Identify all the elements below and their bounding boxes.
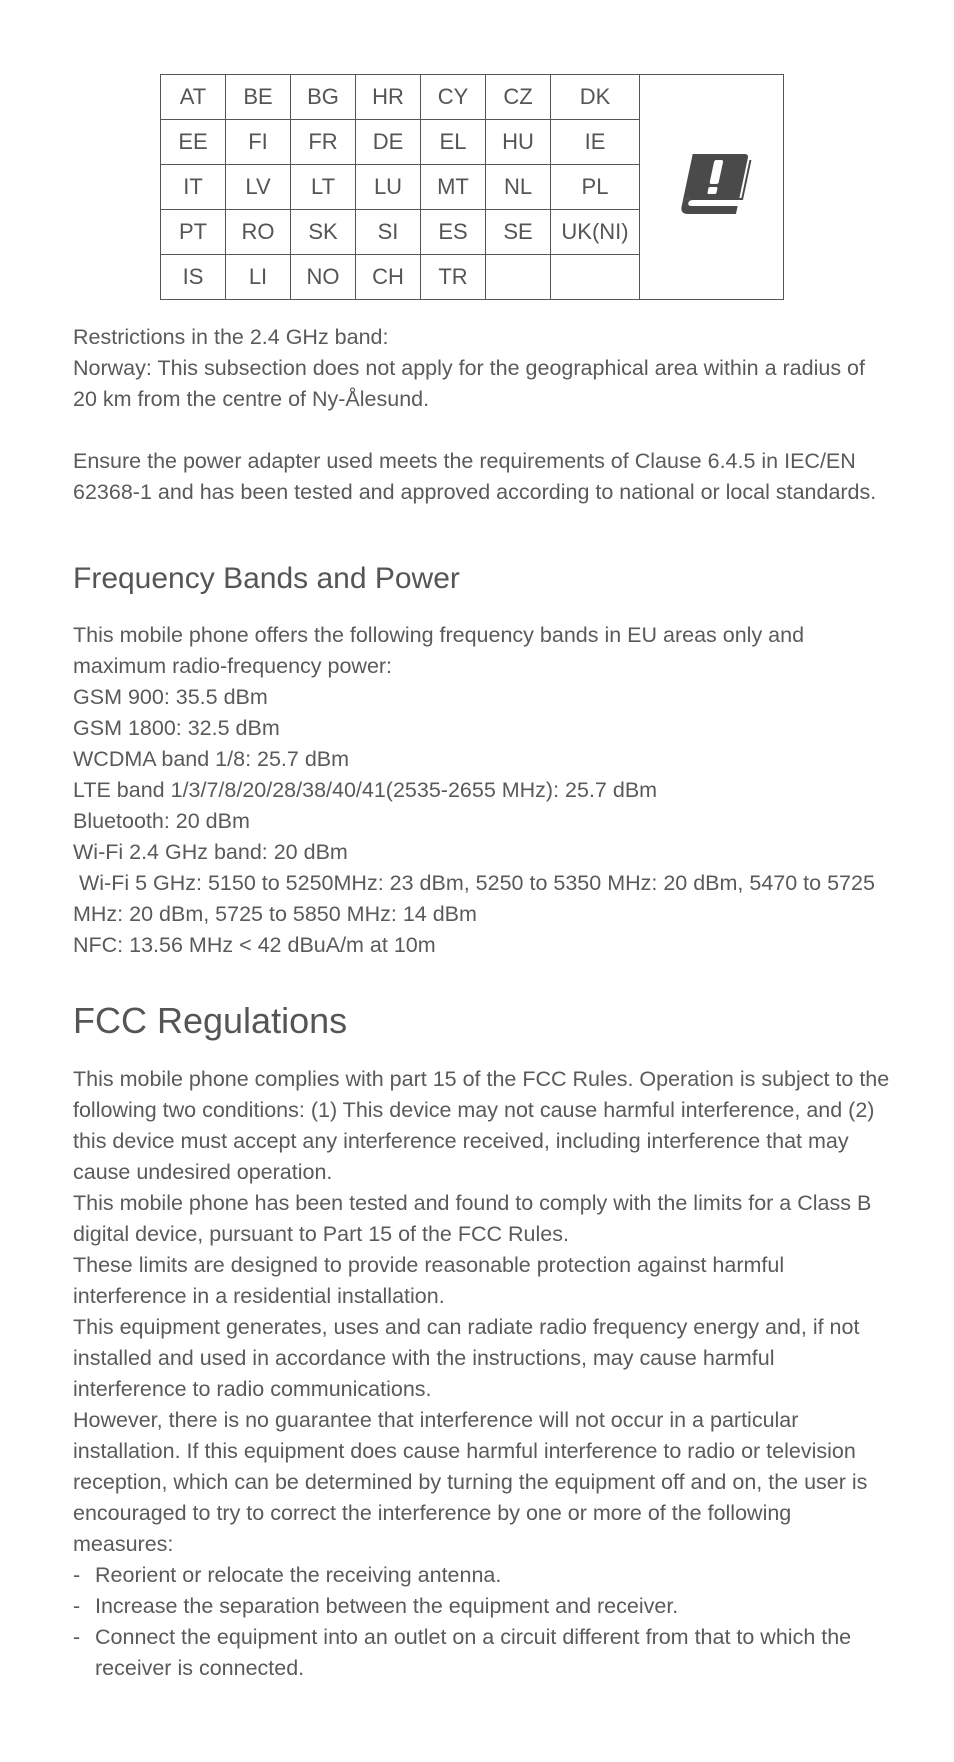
country-cell: DE	[356, 120, 421, 165]
frequency-intro: This mobile phone offers the following frequency bands in EU areas only and maximum radio-frequency power:	[73, 623, 805, 678]
country-cell: NL	[486, 165, 551, 210]
country-cell: SI	[356, 210, 421, 255]
restrictions-title: Restrictions in the 2.4 GHz band:	[73, 325, 389, 349]
country-cell: SE	[486, 210, 551, 255]
fcc-heading: FCC Regulations	[73, 1000, 348, 1041]
fcc-measures-list	[73, 1560, 893, 1684]
read-manual-warning-icon	[670, 200, 754, 225]
country-cell: IE	[551, 120, 640, 165]
bullet-dash: -	[73, 1594, 81, 1618]
frequency-heading: Frequency Bands and Power	[73, 562, 460, 595]
fcc-paragraph: However, there is no guarantee that interference will not occur in a particular installation. If this equipment does cause harmful interference to radio or television reception, which can be determined by turning the equipment off and on, the user is encouraged to try to correct the interference by one or more of the following measures:	[73, 1408, 868, 1556]
list-item	[73, 1622, 893, 1684]
country-cell: HU	[486, 120, 551, 165]
adapter-note: Ensure the power adapter used meets the requirements of Clause 6.4.5 in IEC/EN 62368-1 and has been tested and approved according to national or local standards.	[73, 449, 877, 504]
list-item-text: Increase the separation between the equipment and receiver.	[95, 1594, 679, 1618]
fcc-paragraph: These limits are designed to provide reasonable protection against harmful interference in a residential installation.	[73, 1253, 785, 1308]
restrictions-section	[73, 322, 893, 415]
frequency-line: Bluetooth: 20 dBm	[73, 809, 250, 833]
fcc-section	[73, 1064, 893, 1684]
country-cell: PL	[551, 165, 640, 210]
frequency-line: Wi-Fi 5 GHz: 5150 to 5250MHz: 23 dBm, 5250 to 5350 MHz: 20 dBm, 5470 to 5725 MHz: 20 dBm, 5725 to 5850 MHz: 14 dBm	[73, 871, 881, 926]
frequency-line: Wi-Fi 2.4 GHz band: 20 dBm	[73, 840, 348, 864]
list-item	[73, 1591, 893, 1622]
adapter-note-section	[73, 446, 893, 508]
country-cell: PT	[161, 210, 226, 255]
country-cell: IS	[161, 255, 226, 300]
country-restriction-table	[160, 74, 784, 300]
list-item-text: Reorient or relocate the receiving antenna.	[95, 1563, 502, 1587]
bullet-dash: -	[73, 1563, 81, 1587]
country-cell: CZ	[486, 75, 551, 120]
country-cell: RO	[226, 210, 291, 255]
list-item	[73, 1560, 893, 1591]
country-cell: EL	[421, 120, 486, 165]
country-cell: AT	[161, 75, 226, 120]
country-cell: IT	[161, 165, 226, 210]
country-cell: CY	[421, 75, 486, 120]
country-cell: DK	[551, 75, 640, 120]
fcc-paragraph: This equipment generates, uses and can radiate radio frequency energy and, if not installed and used in accordance with the instructions, may cause harmful interference to radio communications.	[73, 1315, 860, 1401]
country-cell: NO	[291, 255, 356, 300]
country-cell: LI	[226, 255, 291, 300]
country-cell: CH	[356, 255, 421, 300]
country-cell: LT	[291, 165, 356, 210]
country-cell: MT	[421, 165, 486, 210]
country-cell: SK	[291, 210, 356, 255]
bullet-dash: -	[73, 1625, 81, 1649]
country-cell: BG	[291, 75, 356, 120]
manual-icon-cell	[640, 75, 784, 300]
table-row	[161, 75, 784, 120]
country-cell: ES	[421, 210, 486, 255]
list-item-text: Connect the equipment into an outlet on a circuit different from that to which the receiver is connected.	[95, 1625, 852, 1680]
country-cell: UK(NI)	[551, 210, 640, 255]
country-cell	[551, 255, 640, 300]
country-cell: FR	[291, 120, 356, 165]
restrictions-norway: Norway: This subsection does not apply for the geographical area within a radius of 20 km from the centre of Ny-Ålesund.	[73, 356, 865, 411]
country-cell: LV	[226, 165, 291, 210]
fcc-paragraph: This mobile phone has been tested and found to comply with the limits for a Class B digital device, pursuant to Part 15 of the FCC Rules.	[73, 1191, 872, 1246]
country-cell: BE	[226, 75, 291, 120]
fcc-paragraph: This mobile phone complies with part 15 of the FCC Rules. Operation is subject to the following two conditions: (1) This device may not cause harmful interference, and (2) this device must accept any interference received, including interference that may cause undesired operation.	[73, 1067, 890, 1184]
country-cell	[486, 255, 551, 300]
country-cell: FI	[226, 120, 291, 165]
country-cell: TR	[421, 255, 486, 300]
frequency-line: LTE band 1/3/7/8/20/28/38/40/41(2535-2655 MHz): 25.7 dBm	[73, 778, 658, 802]
country-cell: LU	[356, 165, 421, 210]
frequency-line: WCDMA band 1/8: 25.7 dBm	[73, 747, 350, 771]
frequency-line: GSM 900: 35.5 dBm	[73, 685, 268, 709]
frequency-line: NFC: 13.56 MHz < 42 dBuA/m at 10m	[73, 933, 436, 957]
country-cell: EE	[161, 120, 226, 165]
country-cell: HR	[356, 75, 421, 120]
frequency-line: GSM 1800: 32.5 dBm	[73, 716, 280, 740]
frequency-section	[73, 620, 893, 961]
